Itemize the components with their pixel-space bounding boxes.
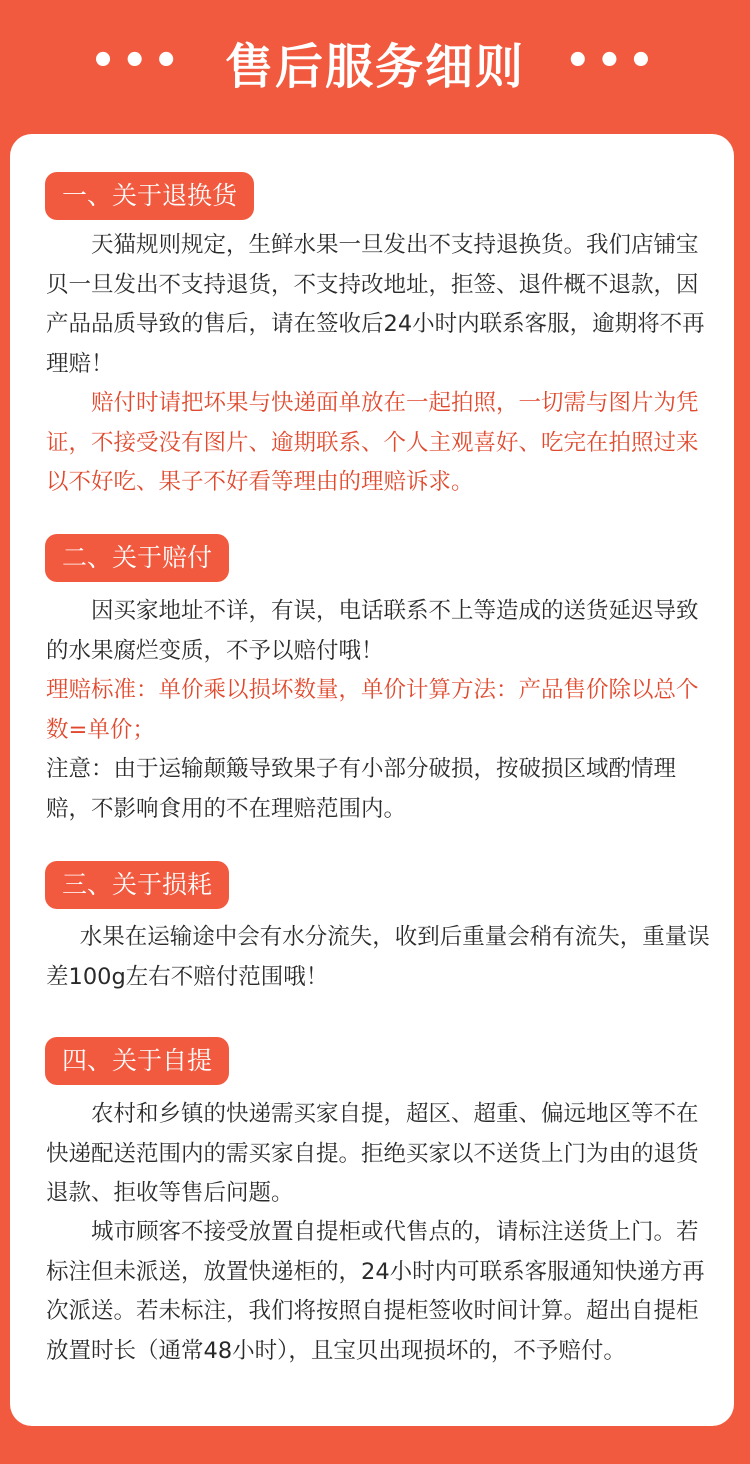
returns-photo-requirement-text: 赔付时请把坏果与快递面单放在一起拍照，一切需与图片为凭证，不接受没有图片、逾期联系、个人主观喜好、吃完在拍照过来以不好吃、果子不好看等理由的理赔诉求。 — [46, 390, 699, 495]
self-pickup-rural-text: 农村和乡镇的快递需买家自提，超区、超重、偏远地区等不在快递配送范围内的需买家自提。拒绝买家以不送货上门为由的退货退款、拒收等售后问题。 — [46, 1101, 699, 1206]
content-card — [10, 134, 734, 1426]
section-tag-returns: 一、关于退换货 — [45, 172, 254, 220]
returns-policy-text: 天猫规则规定，生鲜水果一旦发出不支持退换货。我们店铺宝贝一旦发出不支持退货，不支持改地址，拒签、退件概不退款，因产品品质导致的售后，请在签收后24小时内联系客服，逾期将不再理赔！ — [46, 232, 705, 377]
compensation-standard-text: 理赔标准：单价乘以损坏数量，单价计算方法：产品售价除以总个数=单价； — [46, 677, 699, 743]
left-dots-decoration: ••• — [90, 38, 185, 84]
section-tag-loss: 三、关于损耗 — [45, 861, 229, 909]
self-pickup-city-text: 城市顾客不接受放置自提柜或代售点的，请标注送货上门。若标注但未派送，放置快递柜的，24小时内可联系客服通知快递方再次派送。若未标注，我们将按照自提柜签收时间计算。超出自提柜放置时长（通常48小时），且宝贝出现损坏的，不予赔付。 — [46, 1219, 705, 1364]
section-tag-compensation: 二、关于赔付 — [45, 534, 229, 582]
compensation-note-text: 注意：由于运输颠簸导致果子有小部分破损，按破损区域酌情理赔，不影响食用的不在理赔范围内。 — [46, 756, 677, 822]
section-tag-self-pickup: 四、关于自提 — [45, 1037, 229, 1085]
compensation-address-text: 因买家地址不详，有误，电话联系不上等造成的送货延迟导致的水果腐烂变质，不予以赔付哦！ — [46, 598, 699, 664]
right-dots-decoration: ••• — [565, 38, 660, 84]
header-banner — [0, 0, 750, 134]
page-title: 售后服务细则 — [224, 39, 525, 95]
loss-policy-text: 水果在运输途中会有水分流失，收到后重量会稍有流失，重量误差100g左右不赔付范围哦！ — [46, 924, 710, 990]
